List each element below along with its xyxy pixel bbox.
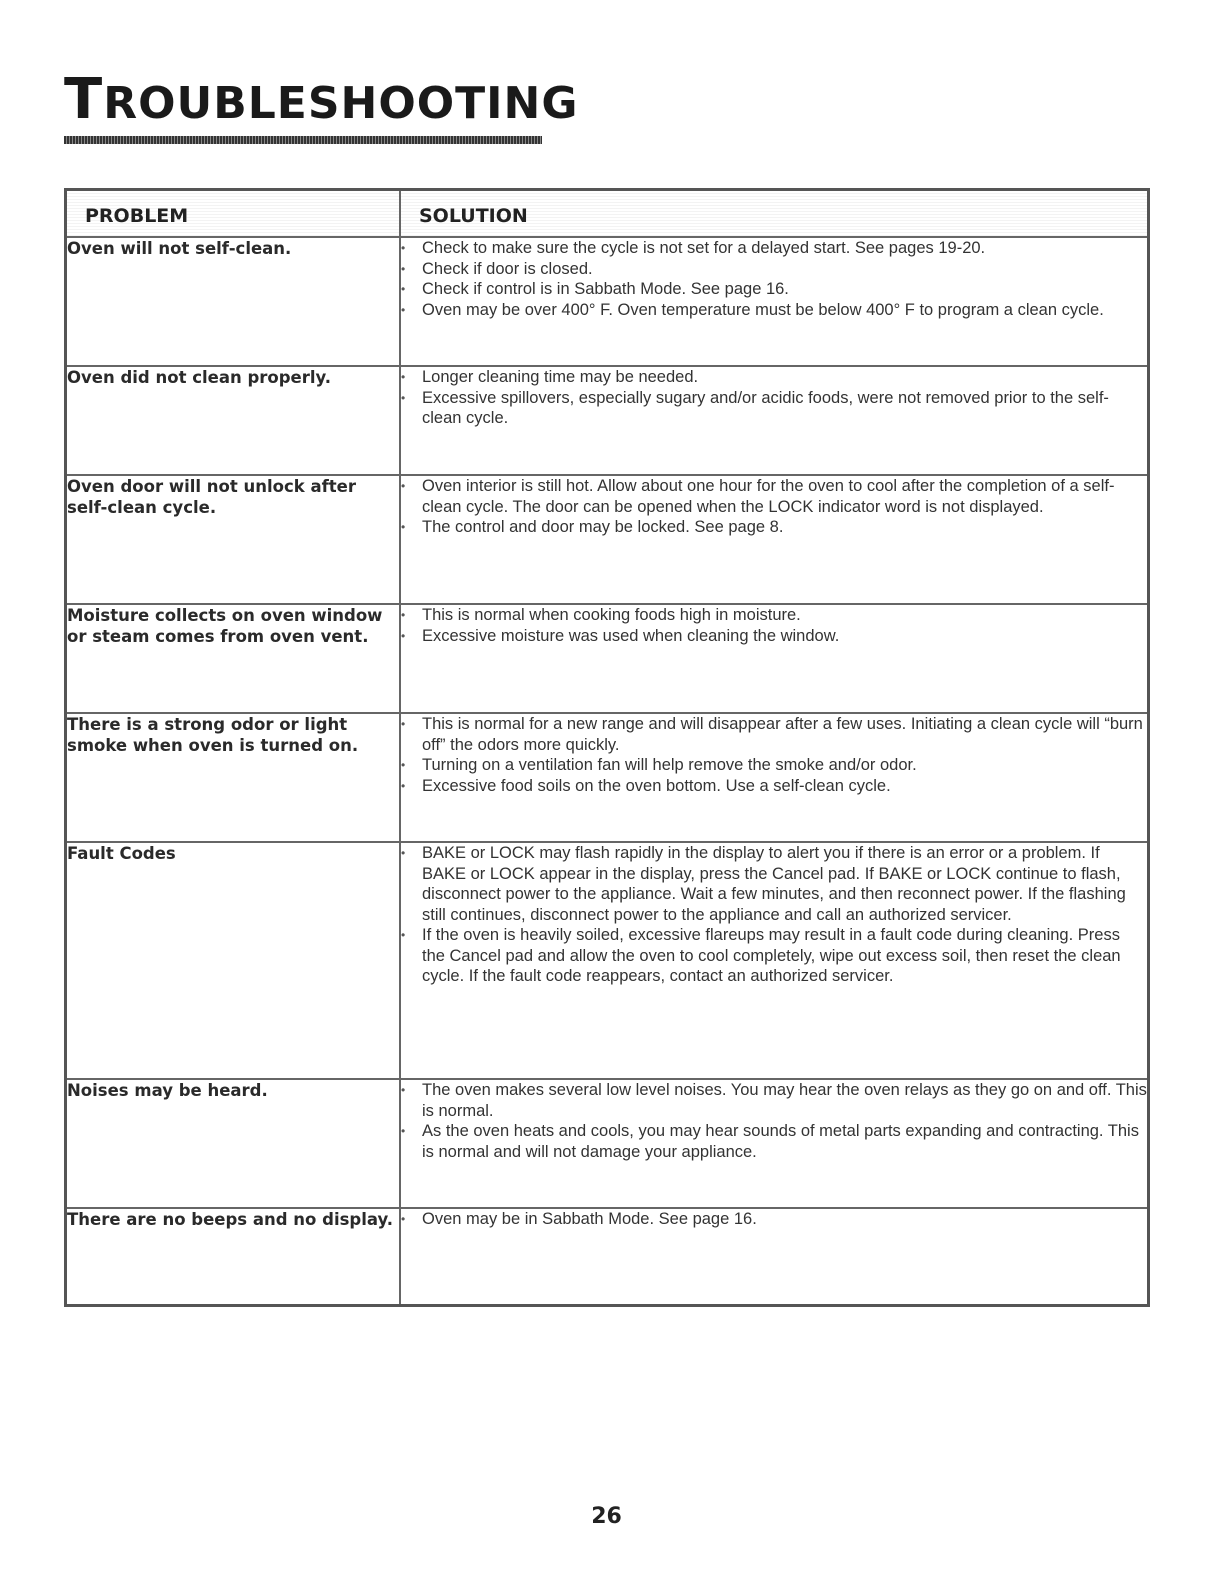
table-header-row	[67, 191, 1147, 237]
solution-item: • The control and door may be locked. See page 8.	[401, 517, 1147, 538]
solution-item: • Check to make sure the cycle is not set for a delayed start. See pages 19-20.	[401, 238, 1147, 259]
problem-cell: Fault Codes	[67, 842, 400, 1079]
problem-cell: Oven did not clean properly.	[67, 366, 400, 475]
solution-item: • If the oven is heavily soiled, excessive flareups may result in a fault code during cleaning. Press the Cancel pad and allow the oven to cool completely, wipe out excess soil, then reset the clean cycle. If the fault code reappears, contact an authorized servicer.	[401, 925, 1147, 987]
table-row	[67, 1208, 1147, 1304]
solution-item: • This is normal for a new range and will disappear after a few uses. Initiating a clean cycle will “burn off” the odors more quickly.	[401, 714, 1147, 755]
solution-list	[401, 1080, 1147, 1162]
problem-cell: Noises may be heard.	[67, 1079, 400, 1208]
solution-cell	[400, 842, 1147, 1079]
solution-list	[401, 605, 1147, 646]
problem-column-header: PROBLEM	[67, 191, 400, 237]
solution-item: • Longer cleaning time may be needed.	[401, 367, 1147, 388]
solution-item: • Excessive spillovers, especially sugary and/or acidic foods, were not removed prior to the self-clean cycle.	[401, 388, 1147, 429]
title-underline	[64, 136, 542, 144]
troubleshooting-table	[64, 188, 1150, 1307]
problem-cell: Moisture collects on oven window or steam comes from oven vent.	[67, 604, 400, 713]
solution-item: • BAKE or LOCK may flash rapidly in the display to alert you if there is an error or a problem. If BAKE or LOCK appear in the display, press the Cancel pad. If BAKE or LOCK continue to flash, disconnect power to the appliance. Wait a few minutes, and then reconnect power. If the flashing still continues, disconnect power to the appliance and call an authorized servicer.	[401, 843, 1147, 925]
problem-cell: There are no beeps and no display.	[67, 1208, 400, 1304]
page-number: 26	[591, 1504, 622, 1529]
solution-cell	[400, 1208, 1147, 1304]
solution-list	[401, 476, 1147, 538]
solution-item: • Turning on a ventilation fan will help remove the smoke and/or odor.	[401, 755, 1147, 776]
table-row	[67, 1079, 1147, 1208]
problem-cell: Oven door will not unlock after self-clean cycle.	[67, 475, 400, 604]
solution-cell	[400, 237, 1147, 366]
solution-item: • Oven may be in Sabbath Mode. See page 16.	[401, 1209, 1147, 1230]
solution-list	[401, 714, 1147, 796]
solution-list	[401, 1209, 1147, 1230]
solution-column-header: SOLUTION	[400, 191, 1147, 237]
table-row	[67, 842, 1147, 1079]
solution-item: • Check if control is in Sabbath Mode. See page 16.	[401, 279, 1147, 300]
solution-list	[401, 843, 1147, 987]
page-header	[64, 67, 579, 144]
problem-cell: Oven will not self-clean.	[67, 237, 400, 366]
page-title	[64, 67, 579, 132]
table-row	[67, 366, 1147, 475]
solution-item: • This is normal when cooking foods high in moisture.	[401, 605, 1147, 626]
table-row	[67, 604, 1147, 713]
solution-item: • Oven interior is still hot. Allow about one hour for the oven to cool after the completion of a self-clean cycle. The door can be opened when the LOCK indicator word is not displayed.	[401, 476, 1147, 517]
solution-list	[401, 238, 1147, 320]
solution-cell	[400, 713, 1147, 842]
problem-cell: There is a strong odor or light smoke when oven is turned on.	[67, 713, 400, 842]
solution-item: • As the oven heats and cools, you may hear sounds of metal parts expanding and contracting. This is normal and will not damage your appliance.	[401, 1121, 1147, 1162]
solution-item: • The oven makes several low level noises. You may hear the oven relays as they go on and off. This is normal.	[401, 1080, 1147, 1121]
solution-cell	[400, 1079, 1147, 1208]
solution-cell	[400, 475, 1147, 604]
table-row	[67, 713, 1147, 842]
solution-item: • Oven may be over 400° F. Oven temperature must be below 400° F to program a clean cycle.	[401, 300, 1147, 321]
table-row	[67, 475, 1147, 604]
title-initial: T	[64, 67, 104, 132]
title-rest: ROUBLESHOOTING	[103, 78, 579, 129]
solution-item: • Excessive food soils on the oven bottom. Use a self-clean cycle.	[401, 776, 1147, 797]
solution-item: • Excessive moisture was used when cleaning the window.	[401, 626, 1147, 647]
solution-cell	[400, 604, 1147, 713]
solution-item: • Check if door is closed.	[401, 259, 1147, 280]
table-row	[67, 237, 1147, 366]
solution-list	[401, 367, 1147, 429]
solution-cell	[400, 366, 1147, 475]
